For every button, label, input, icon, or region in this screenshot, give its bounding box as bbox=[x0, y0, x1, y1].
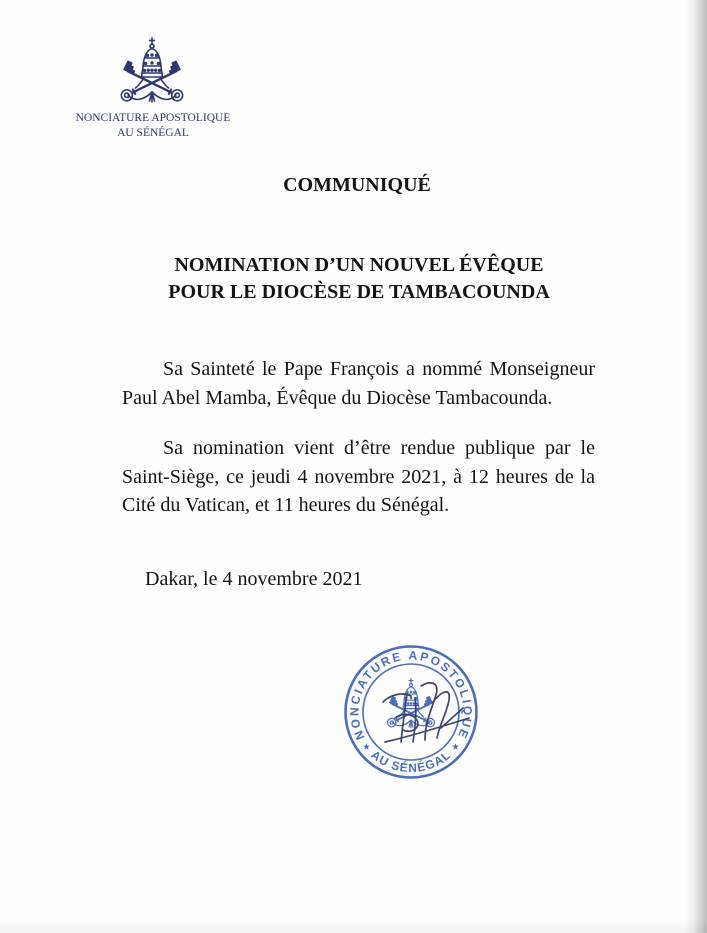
paragraph-line: Cité du Vatican, et 11 heures du Sénégal. bbox=[122, 494, 450, 516]
org-name-line2: AU SÉNÉGAL bbox=[117, 127, 189, 139]
subject-line1: NOMINATION D’UN NOUVEL ÉVÊQUE bbox=[174, 254, 544, 276]
paragraph-announcement bbox=[122, 434, 595, 520]
official-stamp bbox=[341, 642, 481, 782]
paragraph-nomination bbox=[122, 355, 595, 412]
document-title: COMMUNIQUÉ bbox=[283, 174, 431, 196]
stamp-top-text: NONCIATURE APOSTOLIQUE bbox=[347, 648, 475, 742]
paragraph-line: Sa Sainteté le Pape François a nommé Monseigneur bbox=[163, 358, 595, 380]
paper-edge-shadow bbox=[685, 0, 707, 933]
holy-see-emblem-icon bbox=[385, 679, 437, 728]
star-icon bbox=[363, 743, 370, 750]
stamp-bottom-text: AU SÉNÉGAL bbox=[368, 747, 454, 776]
subject-heading bbox=[109, 252, 609, 306]
letterhead-org-name bbox=[73, 111, 233, 141]
star-icon bbox=[452, 743, 459, 750]
holy-see-emblem-icon bbox=[117, 37, 187, 105]
org-name-line1: NONCIATURE APOSTOLIQUE bbox=[75, 112, 231, 124]
paragraph-line: Sa nomination vient d’être rendue publique par le bbox=[163, 437, 595, 459]
paragraph-line: Saint-Siège, ce jeudi 4 novembre 2021, à 12 heures de la bbox=[122, 465, 595, 488]
paragraph-line: Paul Abel Mamba, Évêque du Diocèse Tambacounda. bbox=[122, 386, 553, 409]
paper-bottom-shadow bbox=[0, 919, 707, 933]
subject-line2: POUR LE DIOCÈSE DE TAMBACOUNDA bbox=[168, 281, 550, 303]
stamp-outer-ring bbox=[346, 647, 477, 778]
place-and-date: Dakar, le 4 novembre 2021 bbox=[145, 568, 363, 590]
